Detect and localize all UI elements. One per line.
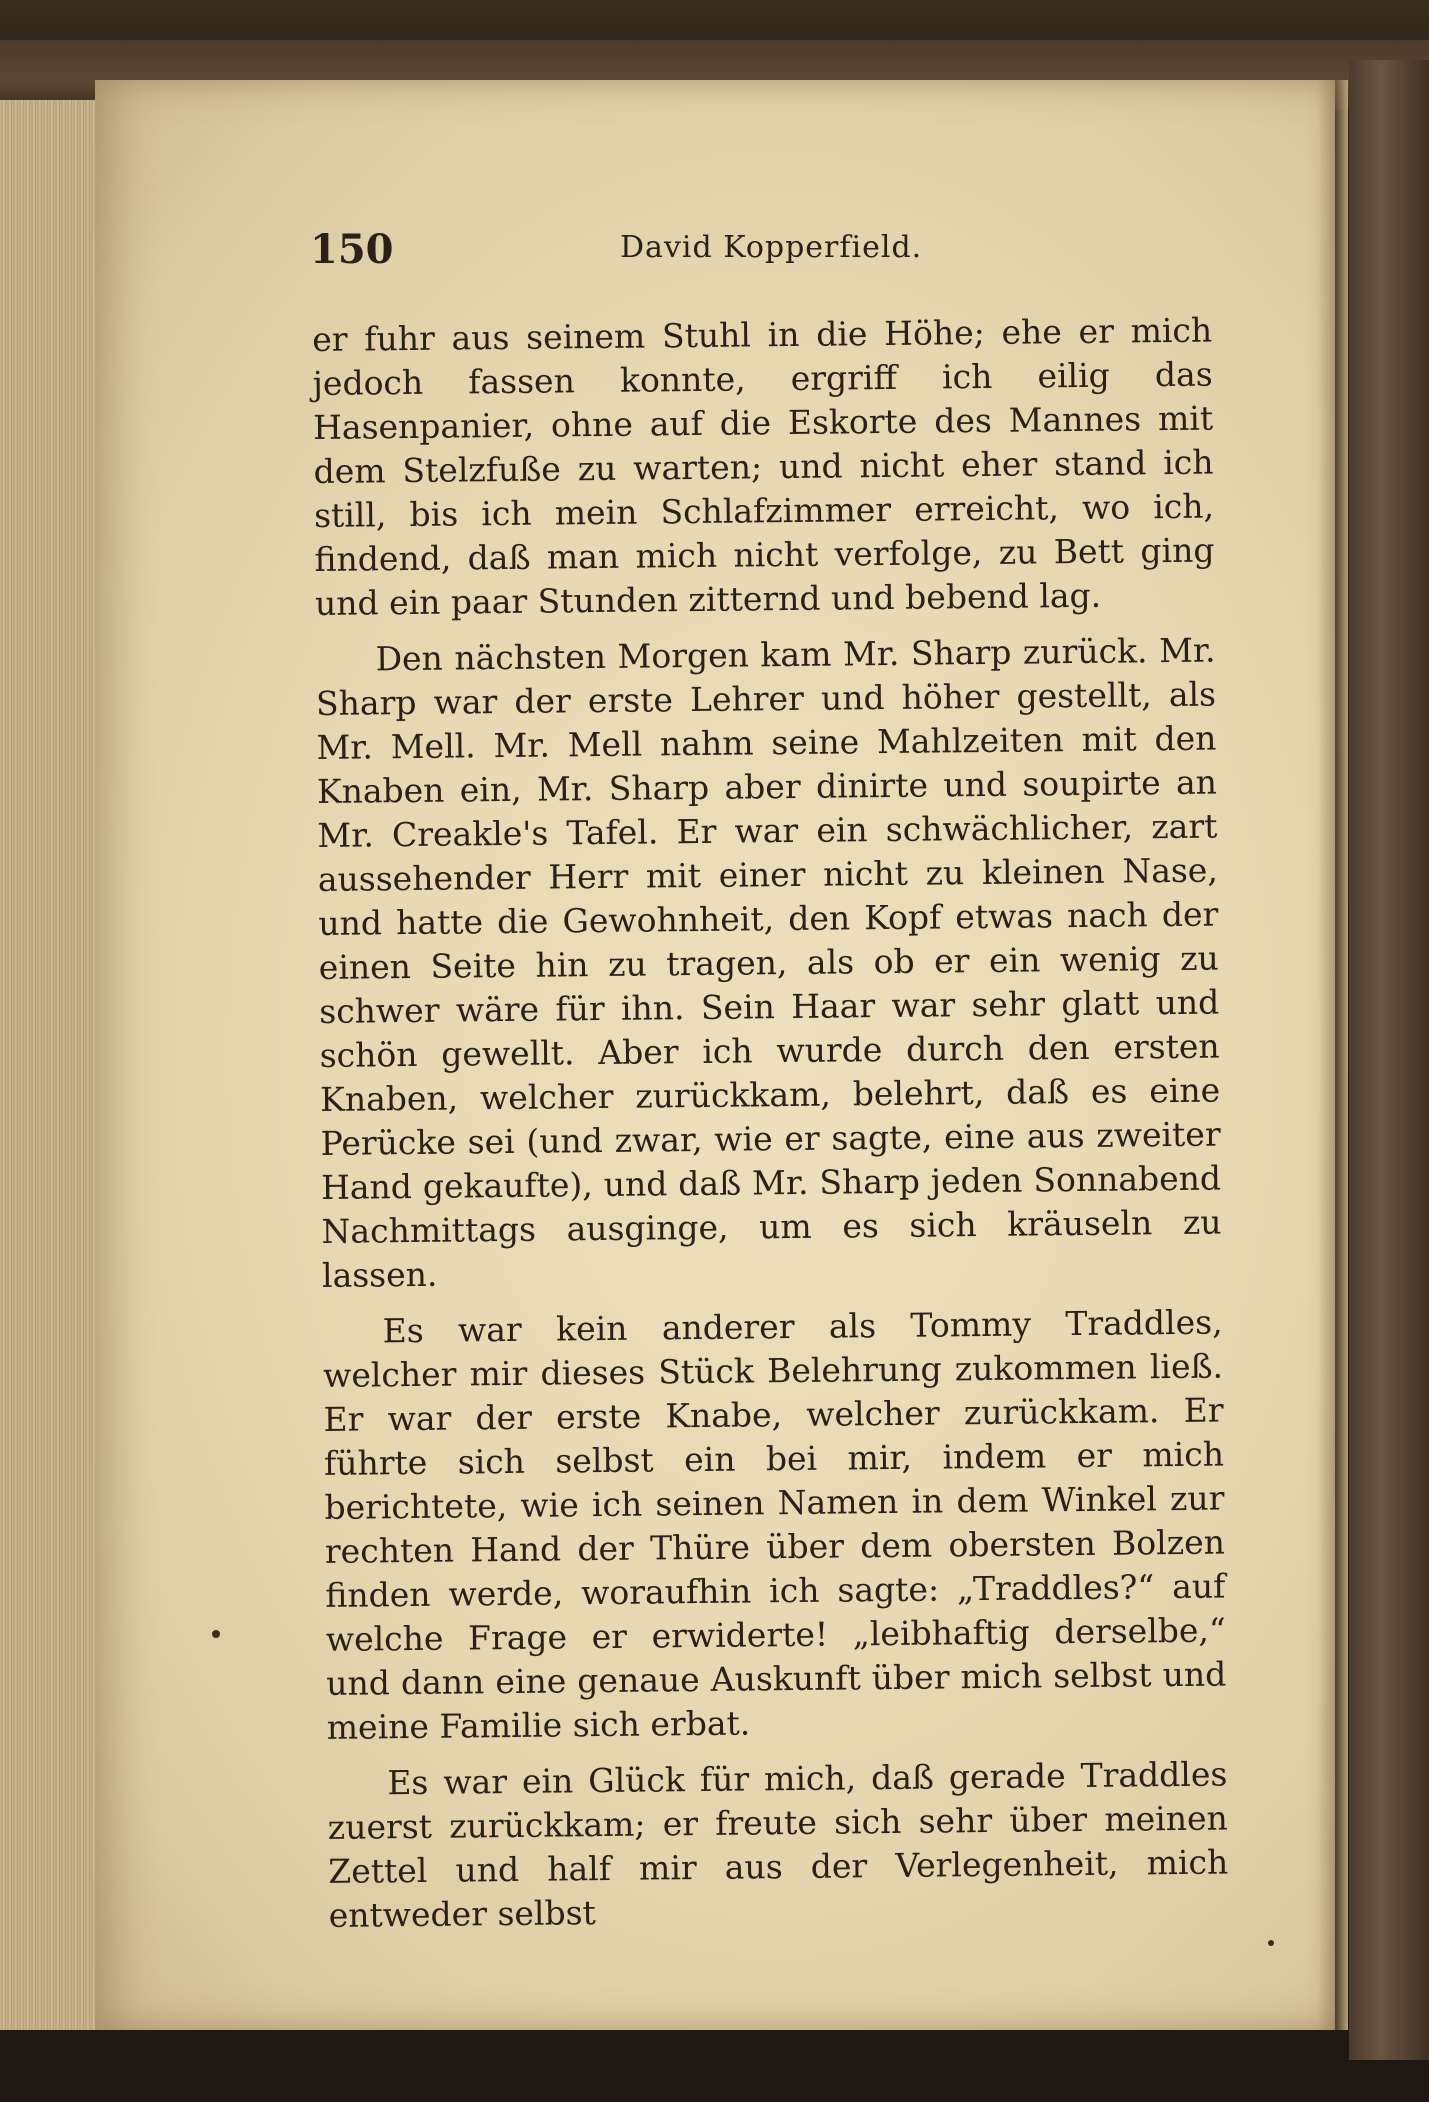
page-fold-shadow	[1318, 80, 1348, 2030]
page-number: 150	[310, 226, 394, 273]
page-edges	[0, 100, 97, 2030]
running-title: David Kopperfield.	[620, 230, 923, 265]
paragraph-1: er fuhr aus seinem Stuhl in die Höhe; ehe er mich jedoch fassen konnte, ergriff ich eilig das Hasenpanier, ohne auf die Eskorte des Mannes mit dem Stelzfuße zu warten; und nicht eher stand ich still, bis ich mein Schlafzimmer erreicht, wo ich, findend, daß man mich nicht verfolge, zu Bett ging und ein paar Stunden zitternd und bebend lag.	[312, 310, 1215, 623]
paragraph-3: Es war kein anderer als Tommy Traddles, welcher mir dieses Stück Belehrung zukommen ließ. Er war der erste Knabe, welcher zurückkam. Er führte sich selbst ein bei mir, indem er mich berichtete, wie ich seinen Namen in dem Winkel zur rechten Hand der Thüre über dem obersten Bolzen finden werde, woraufhin ich sagte: „Traddles?“ auf welche Frage er erwiderte! „leibhaftig derselbe,“ und dann eine genaue Auskunft über mich selbst und meine Familie sich erbat.	[322, 1302, 1227, 1747]
paragraph-4: Es war ein Glück für mich, daß gerade Traddles zuerst zurückkam; er freute sich sehr über meinen Zettel und half mir aus der Verlegenheit, mich entweder selbst	[327, 1754, 1229, 1935]
paragraph-2: Den nächsten Morgen kam Mr. Sharp zurück. Mr. Sharp war der erste Lehrer und höher gestellt, als Mr. Mell. Mr. Mell nahm seine Mahlzeiten mit den Knaben ein, Mr. Sharp aber dinirte und soupirte an Mr. Creakle's Tafel. Er war ein schwächlicher, zart aussehender Herr mit einer nicht zu kleinen Nase, und hatte die Gewohnheit, den Kopf etwas nach der einen Seite hin zu tragen, als ob er ein wenig zu schwer wäre für ihn. Sein Haar war sehr glatt und schön gewellt. Aber ich wurde durch den ersten Knaben, welcher zurückkam, belehrt, daß es eine Perücke sei (und zwar, wie er sagte, eine aus zweiter Hand gekaufte), und daß Mr. Sharp jeden Sonnabend Nachmittags ausginge, um es sich kräuseln zu lassen.	[315, 630, 1222, 1295]
page-header	[310, 226, 1200, 286]
book-cover-right	[1349, 60, 1429, 2060]
ink-speck	[212, 1630, 220, 1638]
ink-speck	[1268, 1940, 1274, 1946]
body-text	[312, 309, 1229, 1950]
